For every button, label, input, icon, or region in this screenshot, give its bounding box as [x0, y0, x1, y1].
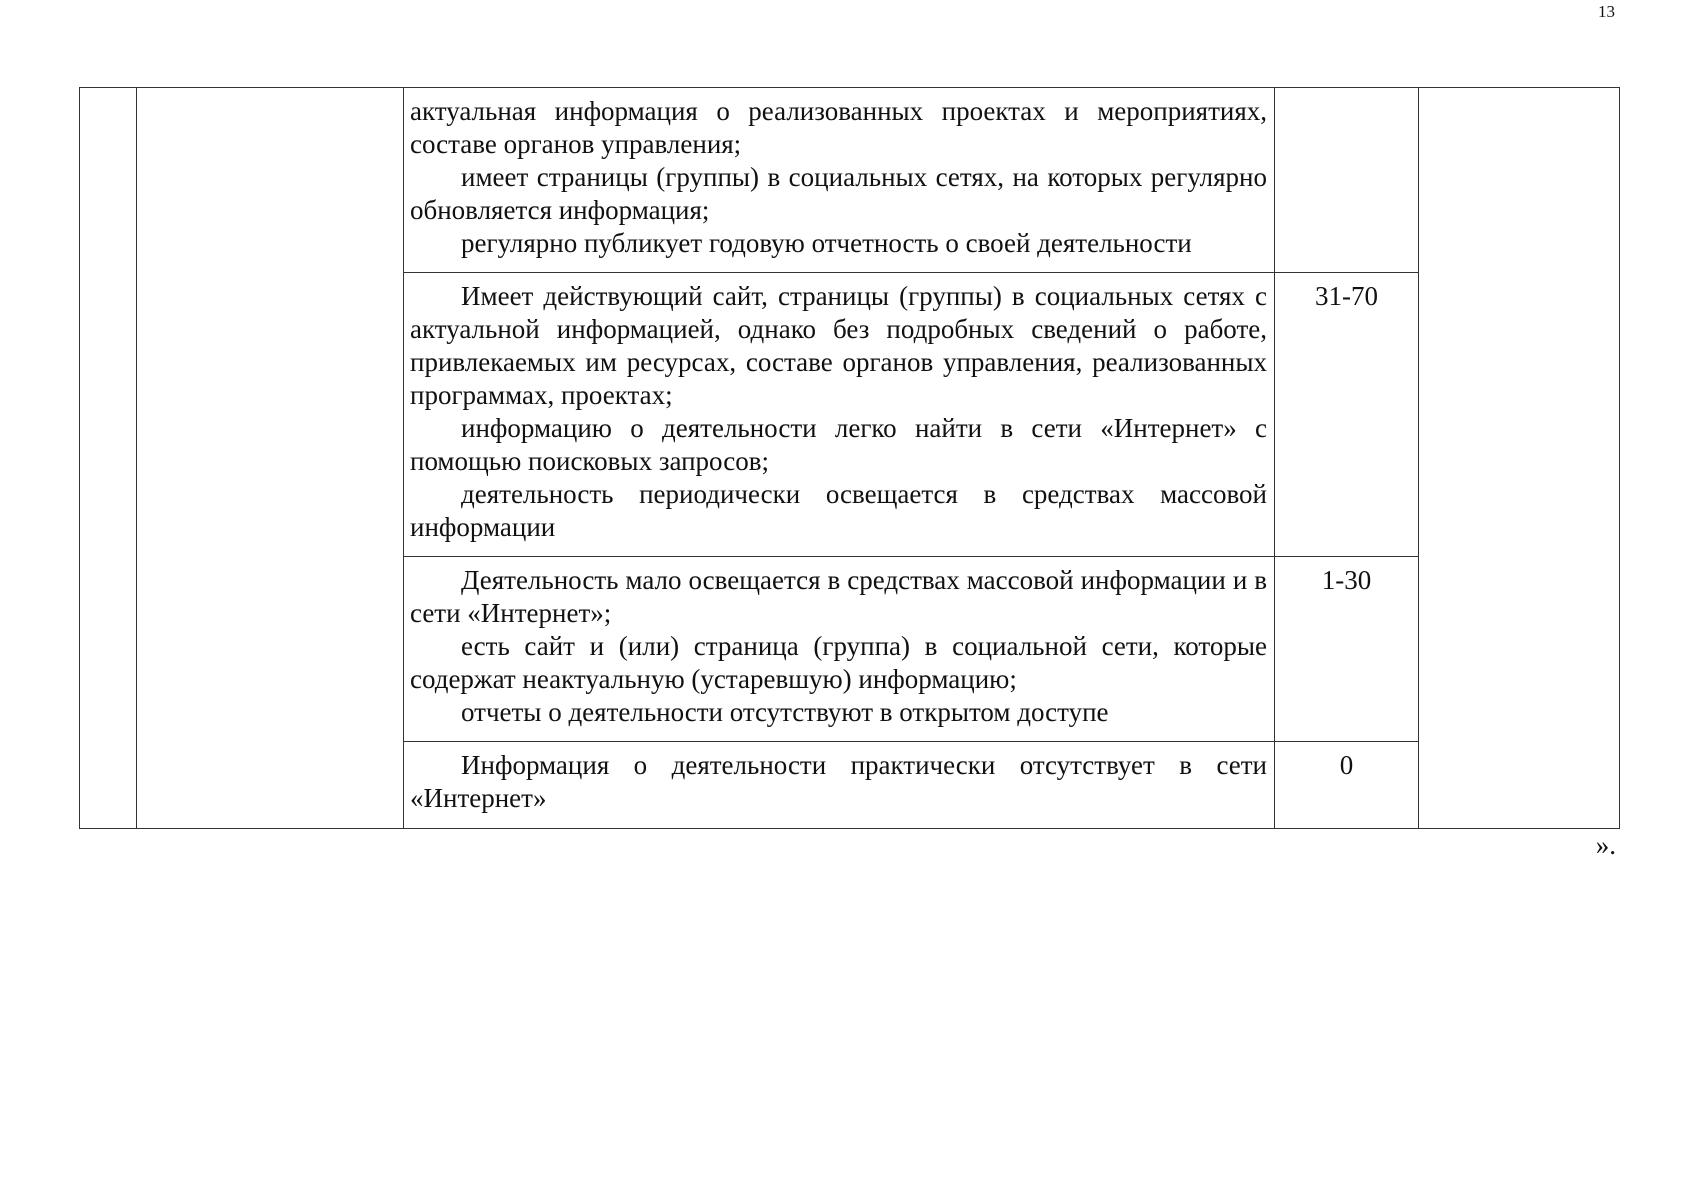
score-cell: 1-30	[1275, 557, 1419, 742]
description-paragraph: Информация о деятельности практически отсутствует в сети «Интернет»	[410, 750, 1267, 813]
criteria-table	[79, 87, 1620, 829]
number-column-cell	[80, 88, 137, 829]
description-cell	[404, 273, 1275, 557]
description-paragraph: деятельность периодически освещается в средствах массовой информации	[410, 479, 1267, 542]
description-cell	[404, 88, 1275, 273]
page-number: 13	[1598, 2, 1615, 21]
description-paragraph: Деятельность мало освещается в средствах массовой информации и в сети «Интернет»;	[410, 565, 1267, 628]
criterion-name-cell	[137, 88, 404, 829]
description-paragraph: отчеты о деятельности отсутствуют в открытом доступе	[461, 697, 1109, 727]
score-cell: 31-70	[1275, 273, 1419, 557]
description-paragraph: актуальная информация о реализованных проектах и мероприятиях, составе органов управления;	[410, 96, 1267, 159]
description-paragraph: регулярно публикует годовую отчетность о своей деятельности	[461, 228, 1192, 258]
table-row	[80, 88, 1620, 273]
score-cell	[1275, 88, 1419, 273]
notes-cell	[1419, 88, 1620, 829]
description-paragraph: информацию о деятельности легко найти в сети «Интернет» с помощью поисковых запросов;	[410, 413, 1267, 476]
description-cell	[404, 557, 1275, 742]
closing-quote-mark: ».	[1595, 830, 1616, 860]
score-cell: 0	[1275, 742, 1419, 829]
description-paragraph: имеет страницы (группы) в социальных сетях, на которых регулярно обновляется информация;	[410, 162, 1267, 225]
description-paragraph: Имеет действующий сайт, страницы (группы) в социальных сетях с актуальной информацией, однако без подробных сведений о работе, привлекаемых им ресурсах, составе органов управления, реализованных программах, проектах;	[410, 281, 1267, 410]
description-cell	[404, 742, 1275, 829]
description-paragraph: есть сайт и (или) страница (группа) в социальной сети, которые содержат неактуальную (устаревшую) информацию;	[410, 631, 1267, 694]
